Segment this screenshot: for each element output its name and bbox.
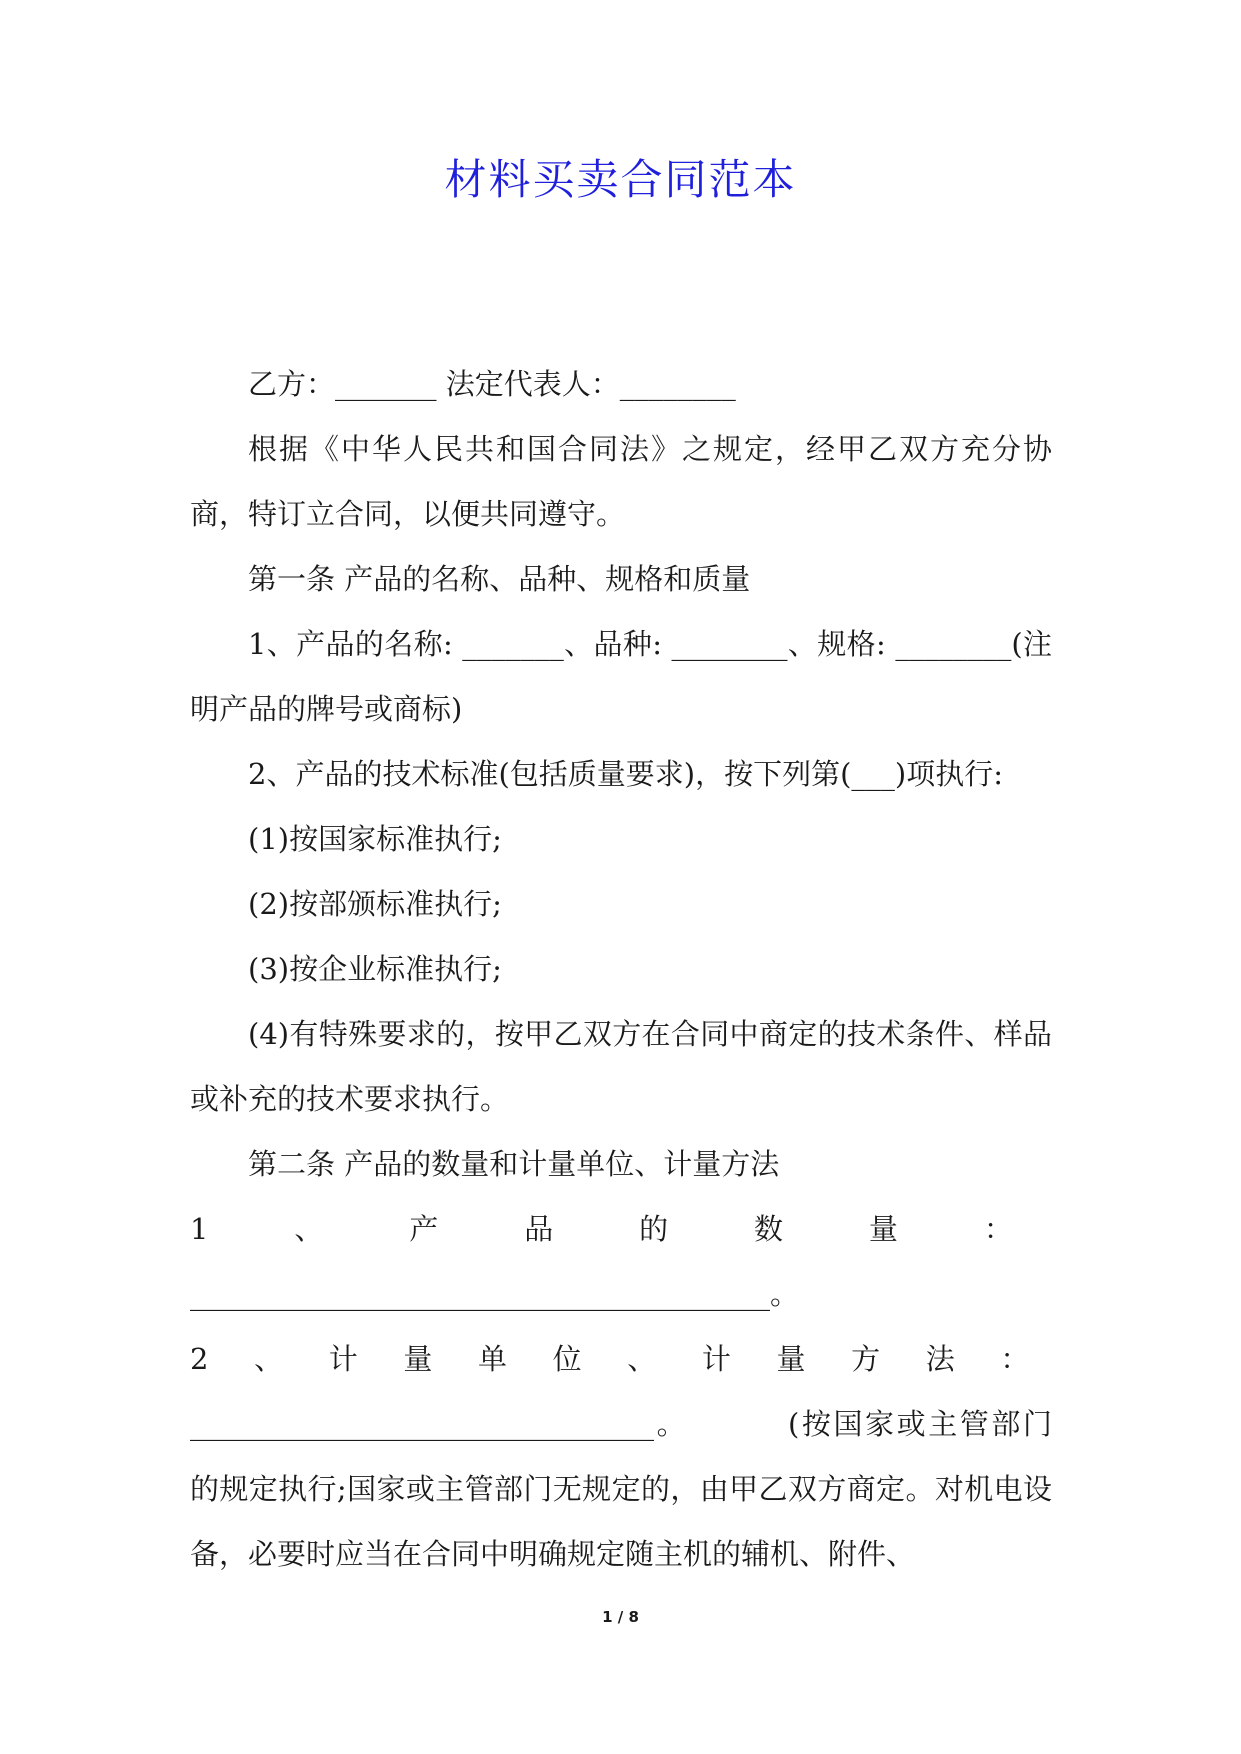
document-body — [190, 352, 1052, 1587]
product-quantity-label: 1、产品的数量： — [190, 1212, 1052, 1246]
article-one-heading: 第一条 产品的名称、品种、规格和质量 — [248, 562, 751, 596]
standard-option-1: (1)按国家标准执行; — [248, 822, 502, 856]
standard-option-3: (3)按企业标准执行; — [248, 952, 502, 986]
preamble-paragraph: 根据《中华人民共和国合同法》之规定，经甲乙双方充分协商，特订立合同，以便共同遵守。 — [190, 432, 1052, 531]
technical-standard-clause: 2、产品的技术标准(包括质量要求)，按下列第(___)项执行: — [248, 757, 1003, 791]
page-number: 1 / 8 — [602, 1608, 639, 1626]
measurement-method-label: 2、计量单位、计量方法： — [190, 1342, 1052, 1376]
measurement-method-blank: ________________________________。 — [190, 1407, 689, 1441]
article-two-heading: 第二条 产品的数量和计量单位、计量方法 — [248, 1147, 780, 1181]
measurement-method-note-text: (按国家或主管部门的规定执行;国家或主管部门无规定的，由甲乙双方商定。对机电设备，必要时应当在合同中明确规定随主机的辅机、附件、 — [190, 1407, 1052, 1571]
standard-option-4: (4)有特殊要求的，按甲乙双方在合同中商定的技术条件、样品或补充的技术要求执行。 — [190, 1017, 1052, 1116]
product-quantity-blank: ________________________________________。 — [190, 1277, 800, 1311]
standard-option-2: (2)按部颁标准执行; — [248, 887, 502, 921]
party-b-line: 乙方：_______ 法定代表人：________ — [248, 367, 736, 401]
measurement-method-blank-row — [190, 1392, 1052, 1587]
product-name-clause: 1、产品的名称: _______、品种: ________、规格: ________(注明产品的牌号或商标) — [190, 627, 1052, 726]
document-title: 材料买卖合同范本 — [444, 155, 797, 204]
